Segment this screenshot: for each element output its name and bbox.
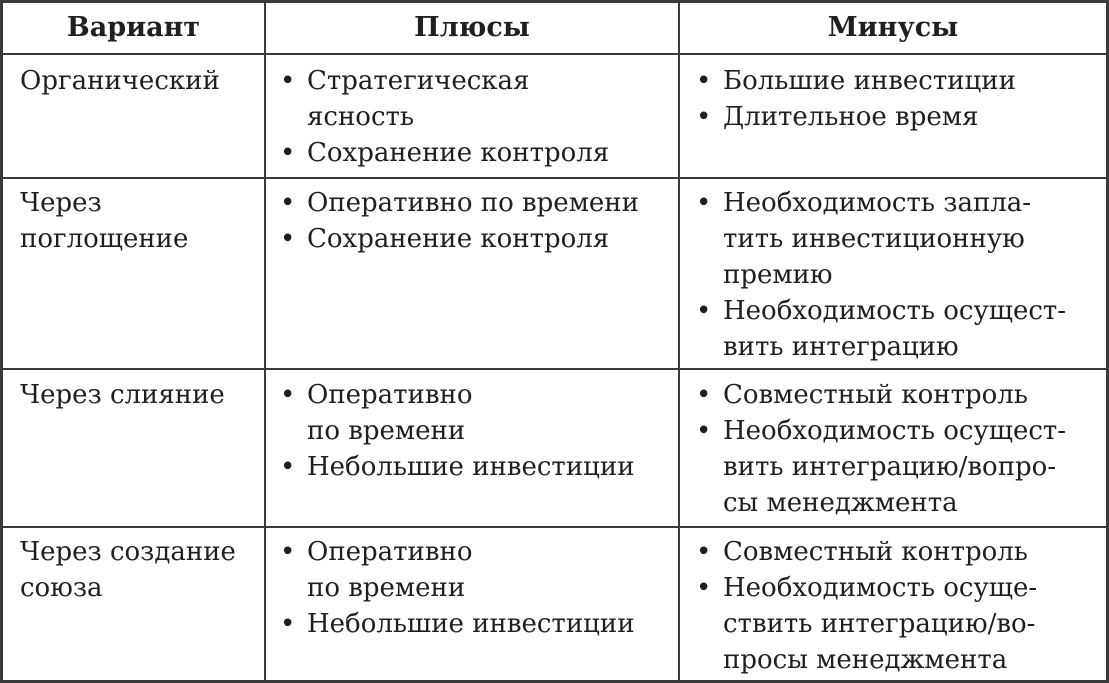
row-2-variant: Через поглощение <box>20 188 189 254</box>
header-pros: Плюсы <box>414 12 530 43</box>
row-divider-2 <box>0 368 1109 370</box>
row-2-cons <box>696 185 1106 365</box>
row-4-variant: Через создание союза <box>20 537 236 603</box>
row-4-pros <box>280 534 675 642</box>
header-variant: Вариант <box>66 12 201 43</box>
table-border-top <box>0 0 1109 3</box>
row-1-cons <box>696 63 1106 135</box>
list-item: • Сохранение контроля <box>280 135 675 171</box>
row-3-variant: Через слияние <box>20 380 225 410</box>
list-item: • Необходимость осущест- вить интеграцию <box>696 293 1106 365</box>
column-divider-1 <box>264 0 266 683</box>
list-item: • Небольшие инвестиции <box>280 449 675 485</box>
row-divider-3 <box>0 526 1109 528</box>
row-1-pros <box>280 63 675 171</box>
row-1-variant: Органический <box>20 66 220 96</box>
row-4-cons <box>696 534 1106 678</box>
list-item: • Совместный контроль <box>696 534 1106 570</box>
list-item: • Стратегическая ясность <box>280 63 675 135</box>
list-item: • Сохранение контроля <box>280 221 675 257</box>
row-3-cons <box>696 377 1106 521</box>
row-divider-1 <box>0 177 1109 179</box>
header-cons: Минусы <box>827 12 959 43</box>
list-item: • Совместный контроль <box>696 377 1106 413</box>
row-2-pros <box>280 185 675 257</box>
list-item: • Оперативно по времени <box>280 377 675 449</box>
list-item: • Оперативно по времени <box>280 185 675 221</box>
list-item: • Необходимость осущест- вить интеграцию/вопро- сы менеджмента <box>696 413 1106 521</box>
list-item: • Необходимость запла- тить инвестиционную премию <box>696 185 1106 293</box>
list-item: • Оперативно по времени <box>280 534 675 606</box>
table-border-left <box>0 0 3 683</box>
header-divider <box>0 53 1109 55</box>
row-3-pros <box>280 377 675 485</box>
list-item: • Большие инвестиции <box>696 63 1106 99</box>
column-divider-2 <box>678 0 680 683</box>
list-item: • Длительное время <box>696 99 1106 135</box>
list-item: • Небольшие инвестиции <box>280 606 675 642</box>
list-item: • Необходимость осуще- ствить интеграцию/во- просы менеджмента <box>696 570 1106 678</box>
